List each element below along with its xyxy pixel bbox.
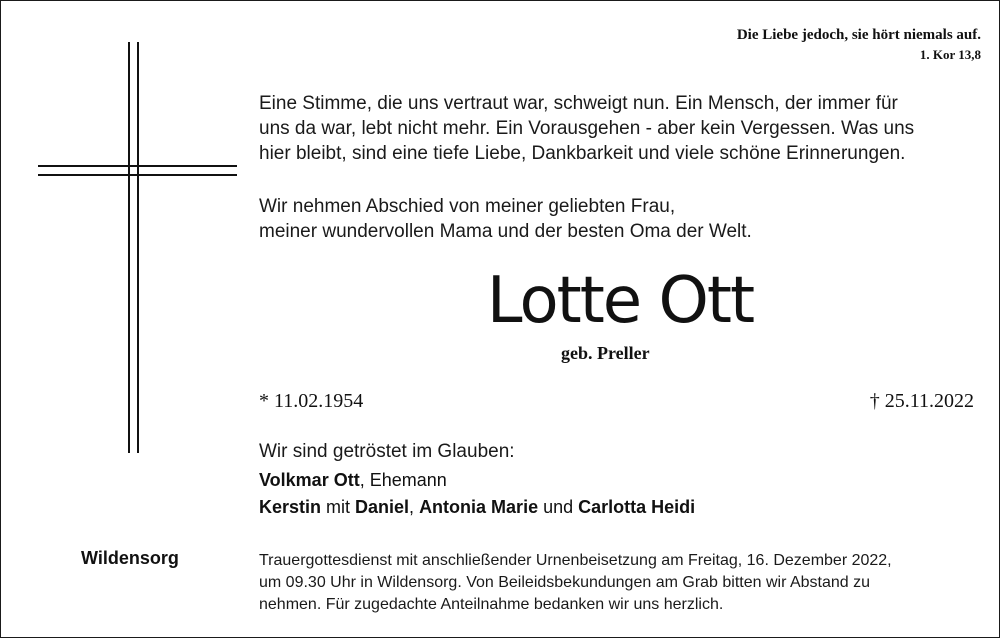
farewell-line: meiner wundervollen Mama und der besten Oma der Welt. bbox=[259, 221, 752, 242]
service-line: nehmen. Für zugedachte Anteilnahme bedanken wir uns herzlich. bbox=[259, 596, 724, 613]
faith-line: Wir sind getröstet im Glauben: bbox=[259, 441, 515, 462]
farewell-text bbox=[259, 194, 752, 244]
connector-text: mit bbox=[321, 497, 356, 517]
intro-line: uns da war, lebt nicht mehr. Ein Vorausgehen - aber kein Vergessen. Was uns bbox=[259, 118, 915, 139]
cross-horizontal-line-bottom bbox=[38, 174, 237, 176]
epigraph-quote: Die Liebe jedoch, sie hört niemals auf. bbox=[736, 27, 981, 43]
connector-text: , bbox=[409, 497, 420, 517]
cross-intersection-gap bbox=[130, 167, 137, 174]
place-name: Wildensorg bbox=[81, 548, 179, 568]
mourner-name: Antonia Marie bbox=[419, 497, 539, 517]
intro-line: Eine Stimme, die uns vertraut war, schweigt nun. Ein Mensch, der immer für bbox=[259, 93, 898, 114]
service-line: Trauergottesdienst mit anschließender Urnenbeisetzung am Freitag, 16. Dezember 2022, bbox=[259, 552, 892, 569]
service-info bbox=[259, 550, 892, 616]
mourner-name: Daniel bbox=[355, 497, 410, 517]
intro-line: hier bleibt, sind eine tiefe Liebe, Dankbarkeit und viele schöne Erinnerungen. bbox=[259, 143, 906, 164]
mourner-role: , Ehemann bbox=[359, 470, 447, 490]
mourner-line-spouse bbox=[259, 468, 447, 492]
farewell-line: Wir nehmen Abschied von meiner geliebten Frau, bbox=[259, 196, 676, 217]
connector-text: und bbox=[538, 497, 579, 517]
maiden-name: geb. Preller bbox=[561, 343, 650, 363]
service-line: um 09.30 Uhr in Wildensorg. Von Beileidsbekundungen am Grab bitten wir Abstand zu bbox=[259, 574, 871, 591]
epigraph bbox=[737, 26, 981, 64]
cross-vertical-line-left bbox=[128, 42, 130, 453]
cross-vertical-line-right bbox=[137, 42, 139, 453]
deceased-name: Lotte Ott bbox=[486, 264, 754, 338]
mourner-name: Kerstin bbox=[259, 497, 322, 517]
birth-date: * 11.02.1954 bbox=[259, 390, 364, 412]
mourner-name: Volkmar Ott bbox=[259, 470, 360, 490]
cross-horizontal-line-top bbox=[38, 165, 237, 167]
death-date: † 25.11.2022 bbox=[869, 390, 974, 412]
mourner-name: Carlotta Heidi bbox=[578, 497, 696, 517]
mourner-line-family bbox=[259, 495, 695, 519]
intro-text bbox=[259, 91, 914, 166]
epigraph-reference: 1. Kor 13,8 bbox=[919, 47, 981, 62]
